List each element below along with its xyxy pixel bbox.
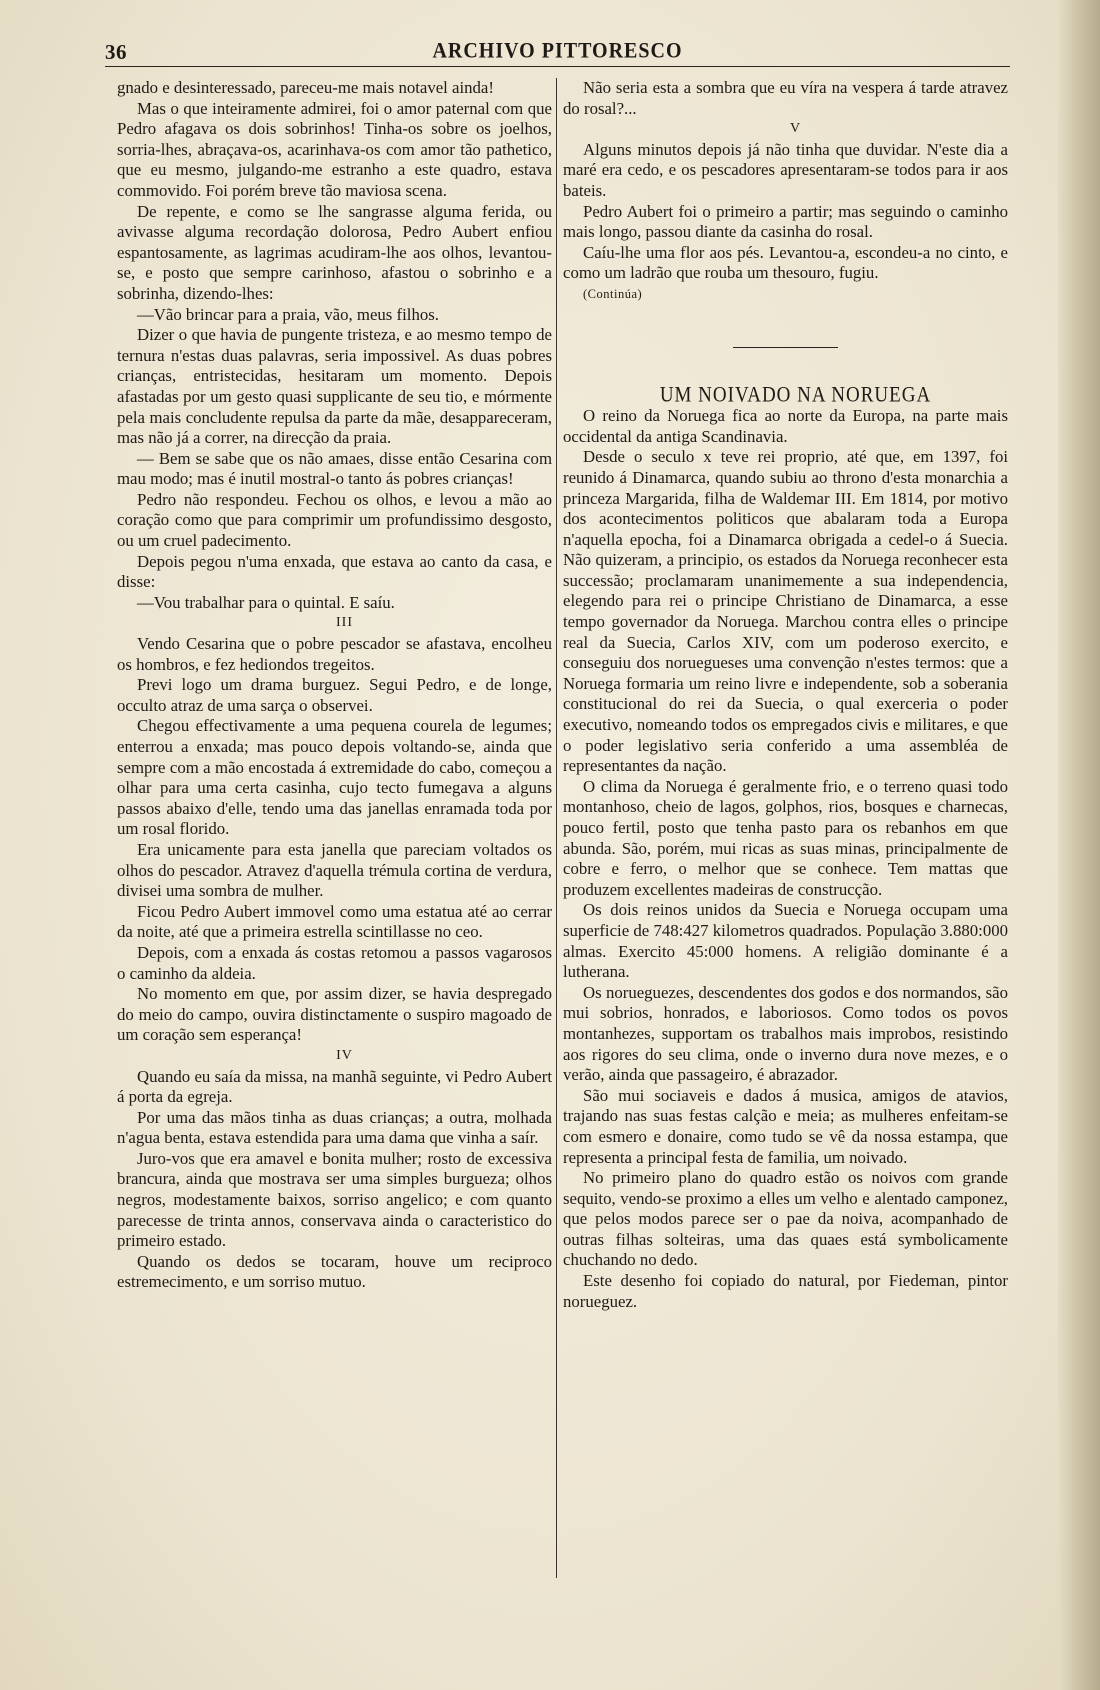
page-number: 36 bbox=[105, 40, 127, 64]
paragraph: Pedro não respondeu. Fechou os olhos, e levou a mão ao coração como que para comprimir um profundissimo desgosto, ou um cruel padecimento. bbox=[117, 489, 552, 551]
paragraph: gnado e desinteressado, pareceu-me mais notavel ainda! bbox=[117, 78, 494, 97]
paragraph: Este desenho foi copiado do natural, por Fiedeman, pintor norueguez. bbox=[563, 1271, 1008, 1311]
article-separator-rule bbox=[733, 347, 838, 348]
paragraph: No momento em que, por assim dizer, se havia despregado do meio do campo, ouvira distinctamente o suspiro magoado de um coração sem esperança! bbox=[117, 984, 552, 1045]
page-header bbox=[105, 38, 1010, 67]
left-column bbox=[117, 78, 552, 1293]
paragraph: Vendo Cesarina que o pobre pescador se afastava, encolheu os hombros, e fez hediondos tregeitos. bbox=[117, 634, 552, 674]
continued-note: (Continúa) bbox=[583, 286, 643, 301]
paragraph: —Vão brincar para a praia, vão, meus filhos. bbox=[137, 304, 439, 324]
paragraph: Juro-vos que era amavel e bonita mulher; rosto de excessiva brancura, ainda que mostrava ser uma simples burgueza; olhos negros, modestamente baixos, sorriso angelico; e com quanto parecesse de trinta annos, conservava ainda o caracteristico do primeiro estado. bbox=[117, 1148, 552, 1251]
paragraph: Quando eu saía da missa, na manhã seguinte, vi Pedro Aubert á porta da egreja. bbox=[117, 1066, 552, 1107]
paragraph: De repente, e como se lhe sangrasse alguma ferida, ou avivasse alguma recordação dolorosa, Pedro Aubert enfiou espantosamente, as lagrimas acudiram-lhe aos olhos, levantou-se, e posto que sempre carinhoso, afastou o sobrinho e a sobrinha, dizendo-lhes: bbox=[117, 201, 552, 303]
paragraph: Depois, com a enxada ás costas retomou a passos vagarosos o caminho da aldeia. bbox=[117, 942, 552, 983]
section-number: IV bbox=[336, 1047, 353, 1063]
column-divider bbox=[556, 78, 557, 1578]
section-number: V bbox=[789, 121, 802, 137]
paragraph: Depois pegou n'uma enxada, que estava ao canto da casa, e disse: bbox=[117, 551, 552, 592]
running-title: ARCHIVO PITTORESCO bbox=[432, 38, 683, 64]
paragraph: — Bem se sabe que os não amaes, disse então Cesarina com mau modo; mas é inutil mostral-o tanto ás pobres crianças! bbox=[117, 448, 552, 489]
paragraph: Os dois reinos unidos da Suecia e Noruega occupam uma superficie de 748:427 kilometros quadrados. População 3.880:000 almas. Exercito 45:000 homens. A religião dominante é a lutherana. bbox=[563, 900, 1008, 982]
paragraph: O clima da Noruega é geralmente frio, e o terreno quasi todo montanhoso, cheio de lagos, golphos, rios, bosques e charnecas, pouco fertil, posto que tenha pasto para os rebanhos em que abunda. São, porém, mui ricas as suas minas, principalmente de cobre e ferro, o melhor que se conhece. Tem mattas que produzem excellentes madeiras de construcção. bbox=[563, 776, 1008, 899]
page-spine-shadow bbox=[1058, 0, 1100, 1690]
paragraph: Por uma das mãos tinha as duas crianças; a outra, molhada n'agua benta, estava estendida para uma dama que vinha a saír. bbox=[117, 1107, 552, 1148]
section-number: III bbox=[336, 615, 353, 631]
paragraph: Dizer o que havia de pungente tristeza, e ao mesmo tempo de ternura n'estas duas palavras, seria impossivel. As duas pobres crianças, entristecidas, hesitaram um momento. Depois afastadas por um gesto quasi supplicante de seu tio, e mórmente pela mais concludente repulsa da parte da mãe, desappareceram, mas não já a correr, na direcção da praia. bbox=[117, 325, 552, 448]
article-title: UM NOIVADO NA NORUEGA bbox=[659, 382, 932, 407]
paragraph: Pedro Aubert foi o primeiro a partir; mas seguindo o caminho mais longo, passou diante da casinha do rosal. bbox=[563, 201, 1008, 242]
paragraph: Alguns minutos depois já não tinha que duvidar. N'este dia a maré era cedo, e os pescadores apresentaram-se todos para ir aos bateis. bbox=[563, 139, 1008, 200]
paragraph: Não seria esta a sombra que eu víra na vespera á tarde atravez do rosal?... bbox=[563, 78, 1008, 118]
paragraph: São mui sociaveis e dados á musica, amigos de atavios, trajando nas suas festas calção e meia; as mulheres enfeitam-se com esmero e donaire, como tudo se vê da nossa estampa, que representa a principal festa de familia, um noivado. bbox=[563, 1085, 1008, 1167]
paragraph: Chegou effectivamente a uma pequena courela de legumes; enterrou a enxada; mas pouco depois voltando-se, ainda que sempre com a mão encostada á extremidade do cabo, começou a olhar para uma certa casinha, cujo tecto fumegava a alguns passos abaixo d'elle, tendo uma das janellas enramada toda por um rosal florido. bbox=[117, 716, 552, 839]
paragraph: No primeiro plano do quadro estão os noivos com grande sequito, vendo-se proximo a elles um velho e alentado camponez, que pelos modos parece ser o pae da noiva, acompanhado de outras filhas solteiras, uma das quaes está symbolicamente chuchando no dedo. bbox=[563, 1168, 1008, 1270]
right-column bbox=[563, 78, 1008, 1312]
paragraph: Desde o seculo x teve rei proprio, até que, em 1397, foi reunido á Dinamarca, quando subiu ao throno d'esta monarchia a princeza Margarida, filha de Waldemar III. Em 1814, por motivo dos acontecimentos politicos que abalaram toda a Europa n'aquella epocha, foi a Dinamarca obrigada a cedel-o á Suecia. Não quizeram, a principio, os estados da Noruega reconhecer esta successão; proclamaram unanimemente a sua independencia, elegendo para rei o principe Christiano de Dinamarca, a esse tempo governador da Noruega. Marchou contra elles o principe real da Suecia, Carlos XIV, com um poderoso exercito, e conseguiu dos noruegueses uma convenção n'estes termos: que a Noruega formaria um reino livre e independente, sob a soberania constitucional do rei da Suecia, o qual exerceria o poder executivo, nomeando todos os empregados civis e militares, e que o poder legislativo seria conferido a uma assembléa de representantes da nação. bbox=[563, 447, 1008, 776]
paragraph: Caíu-lhe uma flor aos pés. Levantou-a, escondeu-a no cinto, e como um ladrão que rouba um thesouro, fugiu. bbox=[563, 242, 1008, 283]
paragraph: Era unicamente para esta janella que pareciam voltados os olhos do pescador. Atravez d'aquella trémula cortina de verdura, divisei uma sombra de mulher. bbox=[117, 839, 552, 901]
paragraph: Ficou Pedro Aubert immovel como uma estatua até ao cerrar da noite, até que a primeira estrella scintillasse no ceo. bbox=[117, 901, 552, 942]
paragraph: Quando os dedos se tocaram, houve um reciproco estremecimento, e um sorriso mutuo. bbox=[117, 1251, 552, 1292]
paragraph: Os norueguezes, descendentes dos godos e dos normandos, são mui sobrios, honrados, e laboriosos. Como todos os povos montanhezes, supportam os trabalhos mais improbos, resistindo aos rigores do seu clima, onde o inverno dura nove mezes, e o verão, ainda que passageiro, é abrazador. bbox=[563, 982, 1008, 1085]
paragraph: Previ logo um drama burguez. Segui Pedro, e de longe, occulto atraz de uma sarça o observei. bbox=[117, 675, 552, 715]
paragraph: O reino da Noruega fica ao norte da Europa, na parte mais occidental da antiga Scandinavia. bbox=[563, 406, 1008, 446]
paragraph: —Vou trabalhar para o quintal. E saíu. bbox=[137, 592, 395, 612]
paragraph: Mas o que inteiramente admirei, foi o amor paternal com que Pedro afagava os dois sobrinhos! Tinha-os sobre os joelhos, sorria-lhes, abraçava-os, acarinhava-os com amor tão pathetico, que eu mesmo, julgando-me estranho a este quadro, estava commovido. Foi porém breve tão maviosa scena. bbox=[117, 98, 552, 200]
